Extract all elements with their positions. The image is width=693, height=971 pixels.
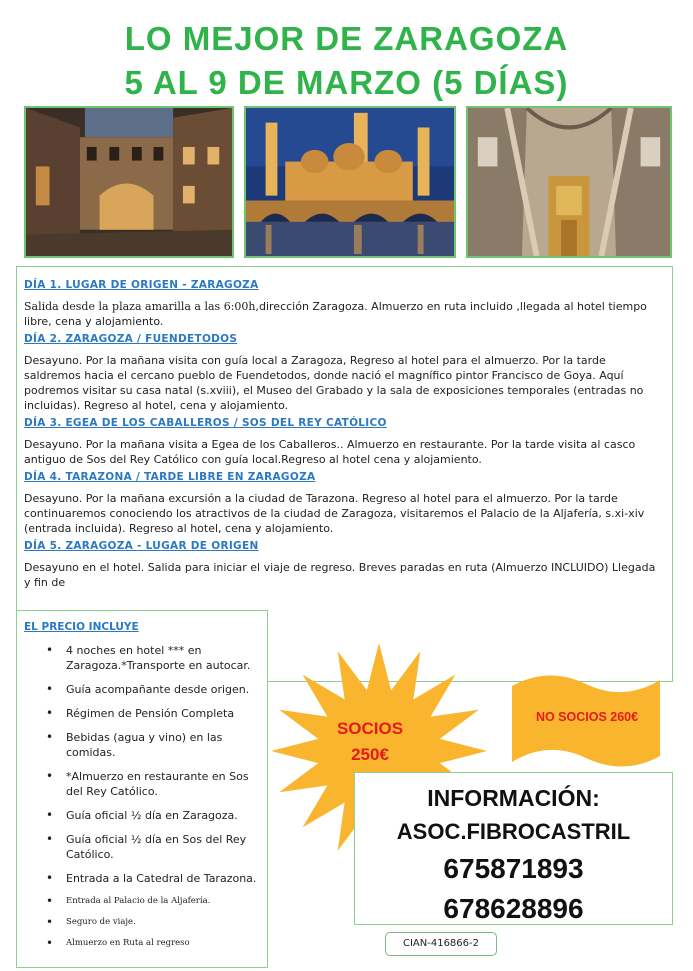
info-heading: INFORMACIÓN:	[427, 785, 600, 811]
day5-text: Desayuno en el hotel. Salida para iniciar el viaje de regreso. Breves paradas en ruta (Almuerzo INCLUIDO) Llegada y fin de	[24, 561, 656, 589]
information-box	[354, 772, 673, 925]
day1-text: Salida desde la plaza amarilla a las 6:00h,dirección Zaragoza. Almuerzo en ruta incluido ,llegada al hotel tiempo libre, cena y alojamiento.	[24, 300, 647, 328]
list-item: • Guía oficial ½ día en Zaragoza.	[24, 808, 259, 823]
list-item: • Régimen de Pensión Completa	[24, 706, 259, 721]
list-item: • Almuerzo en Ruta al regreso	[24, 937, 259, 949]
list-item: • Entrada a la Catedral de Tarazona.	[24, 871, 259, 886]
day2-text: Desayuno. Por la mañana visita con guía local a Zaragoza, Regreso al hotel para el almuerzo. Por la tarde saldremos hacia el cercano pueblo de Fuendetodos, donde nació el magnífico pintor Francisco de Goya. Aquí podremos visitar su casa natal (s.xviii), el Museo del Grabado y la sala de exposiciones temporales (entradas no incluidas). Regreso al hotel, cena y alojamiento.	[24, 354, 644, 412]
phone-number-2: 678628896	[443, 893, 584, 924]
day2-heading: DÍA 2. ZARAGOZA / FUENDETODOS	[24, 333, 238, 345]
phone-number-1: 675871893	[443, 853, 584, 884]
no-socios-price: NO SOCIOS 260€	[535, 710, 639, 724]
day5-heading: DÍA 5. ZARAGOZA - LUGAR DE ORIGEN	[24, 540, 259, 552]
day3-text: Desayuno. Por la mañana visita a Egea de los Caballeros.. Almuerzo en restaurante. Por la tarde visita al casco antiguo de Sos del Rey Católico con guía local.Regreso al hotel cena y alojamiento.	[24, 438, 636, 466]
list-item: • Seguro de viaje.	[24, 916, 259, 928]
day1-heading: DÍA 1. LUGAR DE ORIGEN - ZARAGOZA	[24, 279, 259, 291]
list-item: • *Almuerzo en restaurante en Sos del Rey Católico.	[24, 769, 259, 799]
page-title-line1: LO MEJOR DE ZARAGOZA	[124, 20, 569, 57]
day4-heading: DÍA 4. TARAZONA / TARDE LIBRE EN ZARAGOZA	[24, 471, 316, 483]
list-item: • 4 noches en hotel *** en Zaragoza.*Transporte en autocar.	[24, 643, 259, 673]
day3-heading: DÍA 3. EGEA DE LOS CABALLEROS / SOS DEL REY CATÓLICO	[24, 417, 387, 429]
photo-old-town-street	[24, 106, 234, 258]
socios-price-label	[318, 716, 422, 768]
socios-price: 250€	[351, 745, 389, 764]
photo-basilica-pilar	[244, 106, 456, 258]
socios-label: SOCIOS	[336, 719, 404, 738]
price-includes-section	[16, 610, 268, 968]
list-item: • Bebidas (agua y vino) en las comidas.	[24, 730, 259, 760]
day4-text: Desayuno. Por la mañana excursión a la ciudad de Tarazona. Regreso al hotel para el almuerzo. Por la tarde continuaremos conociendo los atractivos de la ciudad de Zaragoza, visitaremos el Palacio de la Aljafería, s.xi-xiv (entrada incluida). Regreso al hotel, cena y alojamiento.	[24, 492, 645, 535]
association-name: ASOC.FIBROCASTRIL	[396, 819, 631, 844]
photo-cathedral-interior	[466, 106, 672, 258]
page-title-line2: 5 AL 9 DE MARZO (5 DÍAS)	[124, 64, 569, 101]
price-list	[24, 643, 259, 949]
license-code: CIAN-416866-2	[385, 932, 497, 956]
list-item: • Guía acompañante desde origen.	[24, 682, 259, 697]
list-item: • Guía oficial ½ día en Sos del Rey Católico.	[24, 832, 259, 862]
list-item: • Entrada al Palacio de la Aljafería.	[24, 895, 259, 907]
price-heading: EL PRECIO INCLUYE	[24, 621, 139, 633]
